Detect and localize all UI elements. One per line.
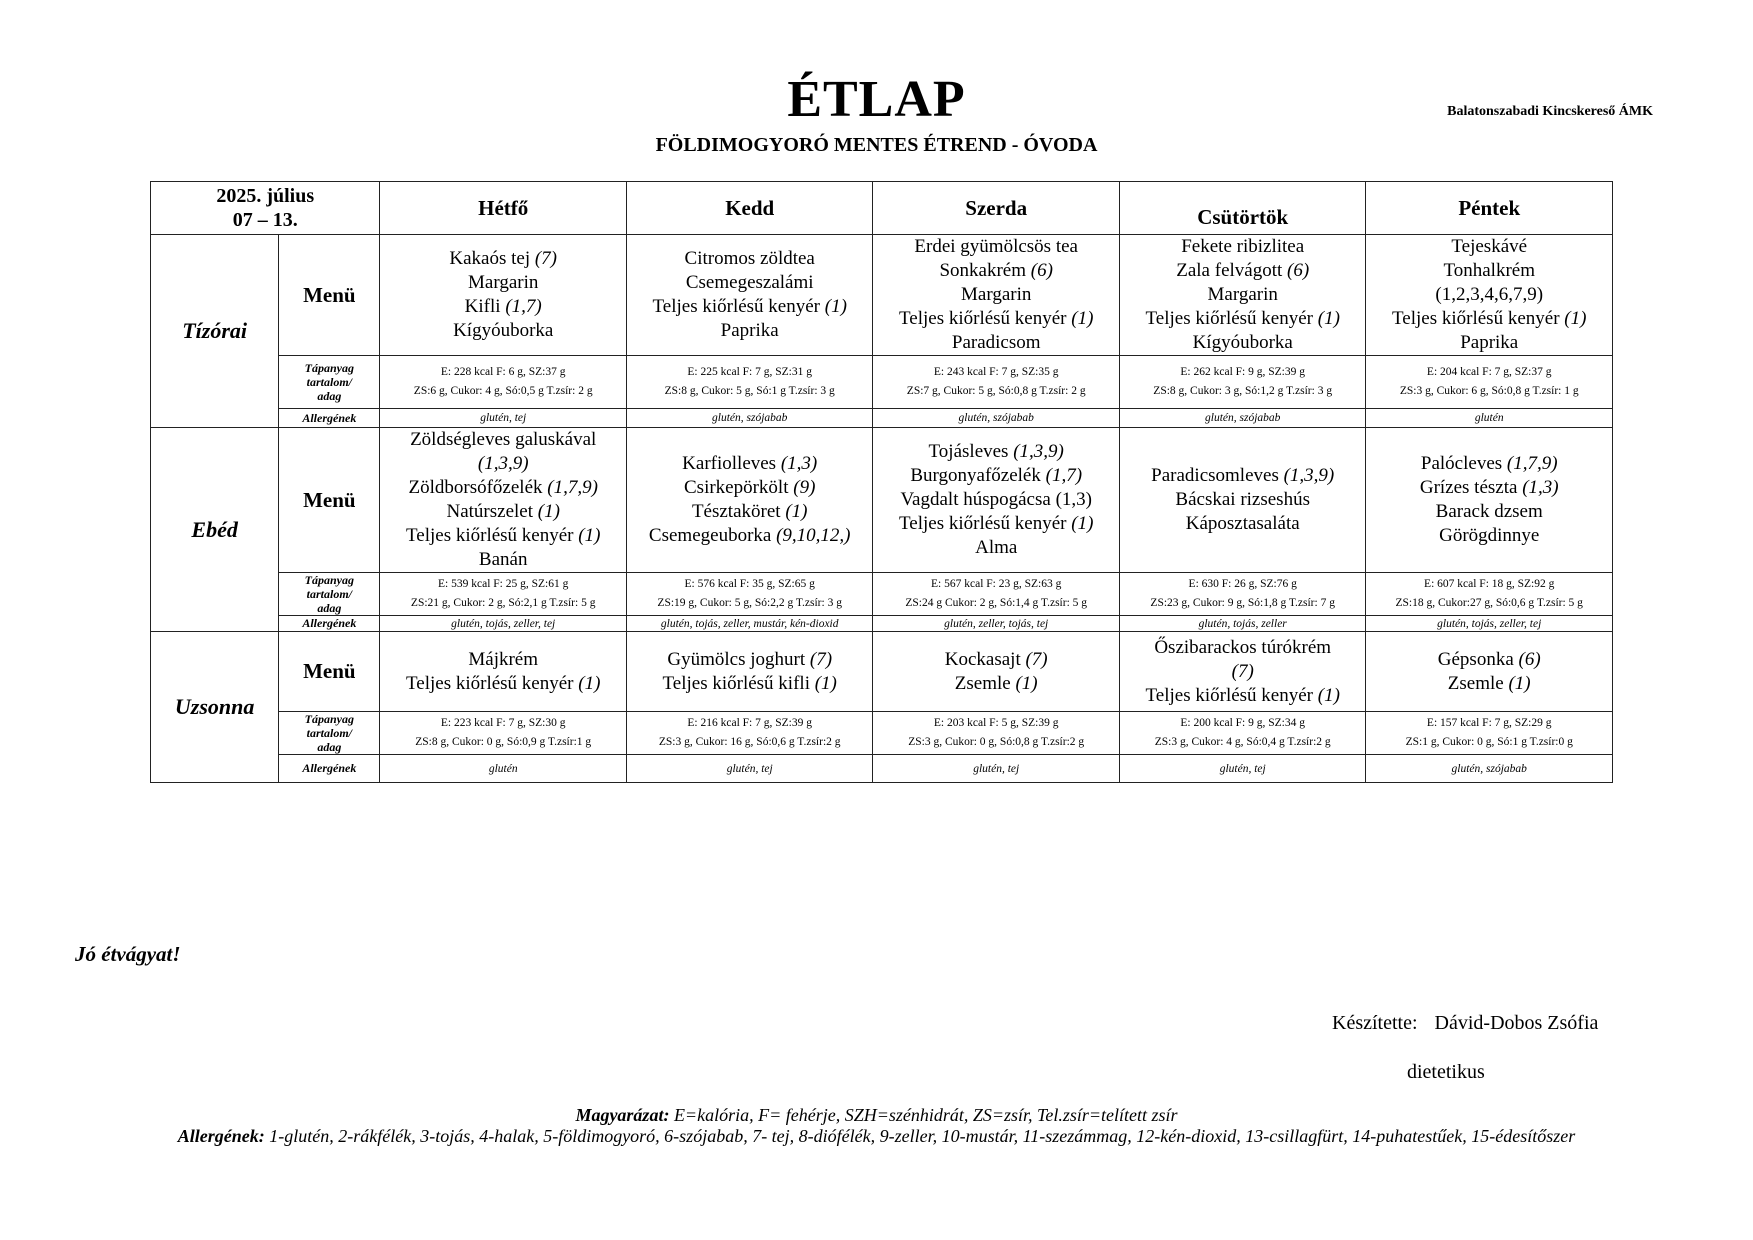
allergen-code: (7) [534,248,558,269]
nutrition-row [151,712,1613,755]
dish-name: Zsemle [954,672,1016,694]
menu-cell [626,632,873,712]
nutrition-line: E: 157 kcal F: 7 g, SZ:29 g [1426,717,1552,729]
dish-line [629,452,871,476]
dish-line [1368,283,1610,307]
allergen-code: (1,3) [780,453,818,474]
dish-line [875,488,1117,512]
allergen-cell: glutén, szójabab [1366,755,1613,783]
dish-name: Margarin [1207,284,1278,305]
allergen-cell: glutén, zeller, tojás, tej [873,616,1120,632]
dish-line [1122,307,1364,331]
nutrition-label-line: tartalom/ [306,375,353,389]
allergen-cell: glutén, szójabab [873,409,1120,428]
menu-row [151,428,1613,573]
nutrition-line: E: 203 kcal F: 5 g, SZ:39 g [933,717,1059,729]
dish-name: Tojásleves [928,441,1014,462]
dish-line [1122,684,1364,708]
dish-name: Tejeskávé [1451,236,1528,257]
dish-line [875,464,1117,488]
week-range: 07 – 13. [232,209,298,231]
nutrition-line: E: 225 kcal F: 7 g, SZ:31 g [687,366,812,378]
menu-row [151,235,1613,356]
dish-line [875,331,1117,355]
nutrition-line: ZS:7 g, Cukor: 5 g, Só:0,8 g T.zsír: 2 g [906,385,1086,397]
dish-line [1368,476,1610,500]
day-header: Péntek [1366,182,1613,235]
dish-line [382,524,624,548]
allergen-cell: glutén, tej [873,755,1120,783]
allergen-code: (1,3,9) [1283,465,1335,486]
dish-line [1368,672,1610,696]
dish-line [382,452,624,476]
dish-name: Teljes kiőrlésű kenyér [405,525,579,546]
allergen-cell: glutén, szójabab [1119,409,1366,428]
dish-line [629,319,871,343]
dish-line [1122,259,1364,283]
dish-line [875,283,1117,307]
dish-line [1368,452,1610,476]
menu-cell [1366,428,1613,573]
nutrition-line: ZS:21 g, Cukor: 2 g, Só:2,1 g T.zsír: 5 g [410,597,596,609]
dish-name: Palócleves [1420,453,1507,474]
dish-line [875,235,1117,259]
prepared-by [1332,1012,1598,1035]
dish-name: Paprika [1460,332,1519,353]
nutrition-cell [873,356,1120,409]
dish-line [1368,307,1610,331]
allergen-row [151,409,1613,428]
dish-line [629,295,871,319]
menu-cell [380,632,627,712]
dish-name: Májkrém [468,648,539,670]
nutrition-line: ZS:8 g, Cukor: 3 g, Só:1,2 g T.zsír: 3 g [1153,385,1333,397]
dish-name: Fekete ribizlitea [1181,236,1305,257]
dish-name: Erdei gyümölcsös tea [914,236,1078,257]
dish-name: Káposztasaláta [1185,513,1300,534]
allergen-code: (1) [1015,672,1038,694]
allergen-code: (7) [809,648,833,670]
meal-name: Tízórai [151,235,279,428]
menu-cell [380,428,627,573]
dish-name: Teljes kiőrlésű kenyér [898,513,1072,534]
allergen-row [151,755,1613,783]
nutrition-label-line: adag [317,601,342,615]
allergen-code: (1) [824,296,847,317]
nutrition-line: ZS:3 g, Cukor: 4 g, Só:0,4 g T.zsír:2 g [1154,736,1331,748]
dish-line [1368,524,1610,548]
nutrition-line: E: 200 kcal F: 9 g, SZ:34 g [1180,717,1305,729]
nutrition-row-label [279,573,380,616]
dish-line [382,295,624,319]
menu-row-label: Menü [279,235,380,356]
dish-name: Vagdalt húspogácsa (1,3) [900,489,1092,510]
allergen-code: (1) [1071,513,1094,534]
weekly-menu-table [150,181,1613,783]
allergen-code: (1,3,9) [1013,441,1064,462]
dish-name: Teljes kiőrlésű kenyér [1145,684,1318,706]
allergen-code: (1,7,9) [1506,453,1558,474]
nutrition-line: E: 216 kcal F: 7 g, SZ:39 g [687,717,812,729]
day-header: Szerda [873,182,1120,235]
allergen-cell: glutén, tojás, zeller [1119,616,1366,632]
allergen-row [151,616,1613,632]
allergen-code: (9,10,12,) [776,525,851,546]
dish-line [875,440,1117,464]
dish-line [1122,660,1364,684]
dish-name: Görögdinnye [1439,525,1540,546]
dish-line [875,307,1117,331]
dish-name: Gyümölcs joghurt [667,648,810,670]
header-row [151,182,1613,235]
nutrition-line: E: 228 kcal F: 6 g, SZ:37 g [440,366,566,378]
dish-line [629,648,871,672]
author-role: dietetikus [1407,1061,1485,1083]
allergen-cell: glutén [1366,409,1613,428]
dish-name: Őszibarackos túrókrém [1154,636,1332,658]
nutrition-row-label [279,712,380,755]
dish-name: Citromos zöldtea [684,248,815,269]
dish-line [1122,331,1364,355]
dish-name: Grízes tészta [1419,477,1523,498]
menu-cell [380,235,627,356]
dish-line [1368,259,1610,283]
prepared-by-name: Dávid-Dobos Zsófia [1434,1012,1599,1034]
allergen-code: (1) [537,501,560,522]
menu-cell [1366,235,1613,356]
dish-line [1122,464,1364,488]
allergen-row-label: Allergének [279,616,380,632]
nutrition-cell [1366,356,1613,409]
allergen-code: (1) [1564,308,1587,329]
dish-name: Banán [478,549,528,570]
allergen-legend-text: 1-glutén, 2-rákfélék, 3-tojás, 4-halak, 5-földimogyoró, 6-szójabab, 7- tej, 8-diófélék, 9-zeller, 10-mustár, 11-szezámmag, 12-kén-dioxid, 13-csillagfürt, 14-puhatestűek, 15-édesítőszer [264,1126,1576,1146]
nutrition-row-label [279,356,380,409]
dish-name: Csemegeszalámi [685,272,814,293]
menu-cell [626,235,873,356]
dish-line [382,247,624,271]
nutrition-line: E: 262 kcal F: 9 g, SZ:39 g [1180,366,1305,378]
allergen-cell: glutén, tej [380,409,627,428]
dish-line [1368,500,1610,524]
allergen-cell: glutén, tej [626,755,873,783]
dish-line [382,476,624,500]
nutrition-cell [1366,712,1613,755]
dish-line [875,672,1117,696]
dish-line [1368,331,1610,355]
dish-line [382,548,624,572]
nutrition-line: ZS:24 g Cukor: 2 g, Só:1,4 g T.zsír: 5 g [905,597,1088,609]
dish-name: Csemegeuborka [648,525,777,546]
dish-name: Teljes kiőrlésű kenyér [1392,308,1565,329]
allergen-code: (1,7) [1045,465,1083,486]
menu-cell [1119,235,1366,356]
day-header: Kedd [626,182,873,235]
allergen-code: (1,7,9) [547,477,598,498]
dish-line [875,536,1117,560]
dish-line [382,672,624,696]
dish-name: Tésztaköret [691,501,786,522]
menu-cell [873,235,1120,356]
day-header: Csütörtök [1119,182,1366,235]
dish-name: Zala felvágott [1176,260,1288,281]
dish-line [382,319,624,343]
dish-line [382,500,624,524]
legend [100,1105,1653,1147]
allergen-code: (6) [1287,260,1310,281]
dish-line [875,259,1117,283]
nutrition-line: E: 223 kcal F: 7 g, SZ:30 g [440,717,566,729]
dish-name: Kifli [464,296,506,317]
dish-name: Paprika [720,320,779,341]
nutrition-line: E: 204 kcal F: 7 g, SZ:37 g [1426,366,1552,378]
allergen-legend-label: Allergének: [177,1126,265,1146]
dish-name: Teljes kiőrlésű kenyér [898,308,1072,329]
nutrition-line: ZS:1 g, Cukor: 0 g, Só:1 g T.zsír:0 g [1405,736,1573,748]
nutrition-label-line: tartalom/ [306,587,353,601]
allergen-cell: glutén, szójabab [626,409,873,428]
prepared-by-label: Készítette: [1332,1012,1418,1034]
menu-cell [1119,428,1366,573]
allergen-code: (1) [814,672,837,694]
nutrition-label-line: Tápanyag [304,361,355,375]
nutrition-line: E: 630 F: 26 g, SZ:76 g [1188,578,1297,590]
dish-name: Kígyóuborka [1192,332,1293,353]
dish-line [1122,512,1364,536]
dish-line [875,512,1117,536]
dish-name: Teljes kiőrlésű kenyér [652,296,825,317]
menu-cell [873,632,1120,712]
nutrition-label-line: Tápanyag [304,573,355,587]
dish-line [629,672,871,696]
allergen-code: (1) [578,672,601,694]
allergen-code: (7) [1025,648,1048,670]
dish-name: Zöldborsófőzelék [408,477,548,498]
dish-name: Karfiolleves [682,453,781,474]
nutrition-label-line: adag [317,740,342,754]
nutrition-line: ZS:3 g, Cukor: 0 g, Só:0,8 g T.zsír:2 g [908,736,1085,748]
nutrition-legend [100,1105,1653,1126]
allergen-code: (1) [785,501,808,522]
allergen-legend [100,1126,1653,1147]
bon-appetit-note: Jó étvágyat! [75,942,181,966]
nutrition-line: E: 607 kcal F: 18 g, SZ:92 g [1424,578,1555,590]
dish-name: Teljes kiőrlésű kenyér [405,672,579,694]
allergen-code: (1) [1317,308,1340,329]
allergen-code: (7) [1231,660,1254,682]
dish-name: Paradicsomleves [1151,465,1284,486]
dish-name: Kakaós tej [449,248,535,269]
allergen-code: (1) [1508,672,1531,694]
meal-name: Ebéd [151,428,279,632]
nutrition-cell [1119,573,1366,616]
dish-name: Bácskai rizseshús [1175,489,1310,510]
week-month: 2025. július [216,185,315,207]
nutrition-label-line: Tápanyag [304,712,355,726]
menu-row-label: Menü [279,428,380,573]
week-date-cell [151,182,380,235]
nutrition-cell [1119,356,1366,409]
dish-line [629,476,871,500]
nutrition-line: ZS:23 g, Cukor: 9 g, Só:1,8 g T.zsír: 7 g [1150,597,1335,609]
menu-cell [626,428,873,573]
nutrition-line: E: 539 kcal F: 25 g, SZ:61 g [438,578,569,590]
dish-line [629,271,871,295]
dish-name: Alma [975,537,1018,558]
menu-cell [1119,632,1366,712]
dish-line [629,500,871,524]
page-title: ÉTLAP [787,71,966,128]
page-subtitle: FÖLDIMOGYORÓ MENTES ÉTREND - ÓVODA [655,134,1098,156]
menu-row [151,632,1613,712]
day-header: Hétfő [380,182,627,235]
dish-line [875,648,1117,672]
nutrition-cell [1119,712,1366,755]
allergen-code: (1,7) [505,296,542,317]
dish-name: Teljes kiőrlésű kenyér [1145,308,1318,329]
nutrition-cell [873,573,1120,616]
nutrition-line: E: 567 kcal F: 23 g, SZ:63 g [931,578,1062,590]
dish-name: Kockasajt [944,648,1026,670]
allergen-cell: glutén [380,755,627,783]
institution-name: Balatonszabadi Kincskereső ÁMK [1447,104,1653,119]
dish-name: Burgonyafőzelék [910,465,1046,486]
dish-name: Natúrszelet [446,501,538,522]
nutrition-line: ZS:19 g, Cukor: 5 g, Só:2,2 g T.zsír: 3 g [657,597,842,609]
dish-line [1122,235,1364,259]
nutrition-row [151,356,1613,409]
dish-name: Kígyóuborka [453,320,554,341]
nutrition-cell [1366,573,1613,616]
dish-name: Zöldségleves galuskával [410,429,597,450]
nutrition-label-line: adag [317,389,342,403]
dish-line [629,247,871,271]
dish-name: Gépsonka [1437,648,1519,670]
dish-name: Barack dzsem [1435,501,1543,522]
allergen-row-label: Allergének [279,755,380,783]
dish-line [629,524,871,548]
dish-name: Zsemle [1447,672,1509,694]
nutrition-line: ZS:3 g, Cukor: 16 g, Só:0,6 g T.zsír:2 g [658,736,841,748]
allergen-cell: glutén, tojás, zeller, tej [380,616,627,632]
nutrition-cell [380,356,627,409]
allergen-code: (6) [1030,260,1053,281]
dish-line [1368,648,1610,672]
nutrition-line: E: 576 kcal F: 35 g, SZ:65 g [684,578,815,590]
dish-line [382,428,624,452]
dish-line [1122,283,1364,307]
dish-name: Margarin [961,284,1032,305]
dish-name: Paradicsom [951,332,1041,353]
meal-name: Uzsonna [151,632,279,783]
dish-line [1368,235,1610,259]
allergen-cell: glutén, tojás, zeller, tej [1366,616,1613,632]
nutrition-cell [626,573,873,616]
nutrition-cell [626,356,873,409]
menu-cell [1366,632,1613,712]
nutrition-line: ZS:3 g, Cukor: 6 g, Só:0,8 g T.zsír: 1 g [1399,385,1579,397]
dish-name: Csirkepörkölt [684,477,794,498]
nutrition-row [151,573,1613,616]
dish-name: Teljes kiőrlésű kifli [662,672,815,694]
allergen-code: (1) [1317,684,1340,706]
dish-line [382,648,624,672]
allergen-code: (1) [1071,308,1094,329]
dish-line [382,271,624,295]
menu-table-body [151,182,1613,783]
menu-cell [873,428,1120,573]
nutrition-cell [873,712,1120,755]
allergen-code: (1) [578,525,601,546]
dish-name: Margarin [468,272,539,293]
allergen-code: (1,3,9) [477,453,529,474]
nutrition-line: E: 243 kcal F: 7 g, SZ:35 g [933,366,1059,378]
nutrition-cell [380,712,627,755]
dish-name: (1,2,3,4,6,7,9) [1435,284,1544,305]
allergen-code: (9) [793,477,816,498]
legend-label: Magyarázat: [575,1105,670,1125]
menu-row-label: Menü [279,632,380,712]
nutrition-label-line: tartalom/ [306,726,353,740]
nutrition-line: ZS:18 g, Cukor:27 g, Só:0,6 g T.zsír: 5 g [1395,597,1583,609]
nutrition-cell [626,712,873,755]
nutrition-line: ZS:6 g, Cukor: 4 g, Só:0,5 g T.zsír: 2 g [413,385,593,397]
legend-text: E=kalória, F= fehérje, SZH=szénhidrát, ZS=zsír, Tel.zsír=telített zsír [669,1105,1178,1125]
nutrition-line: ZS:8 g, Cukor: 5 g, Só:1 g T.zsír: 3 g [664,385,835,397]
dish-name: Tonhalkrém [1443,260,1535,281]
nutrition-line: ZS:8 g, Cukor: 0 g, Só:0,9 g T.zsír:1 g [415,736,592,748]
allergen-cell: glutén, tej [1119,755,1366,783]
allergen-code: (6) [1518,648,1541,670]
dish-name: Sonkakrém [939,260,1031,281]
dish-line [1122,488,1364,512]
allergen-cell: glutén, tojás, zeller, mustár, kén-dioxid [626,616,873,632]
allergen-row-label: Allergének [279,409,380,428]
allergen-code: (1,3) [1522,477,1559,498]
nutrition-cell [380,573,627,616]
dish-line [1122,636,1364,660]
